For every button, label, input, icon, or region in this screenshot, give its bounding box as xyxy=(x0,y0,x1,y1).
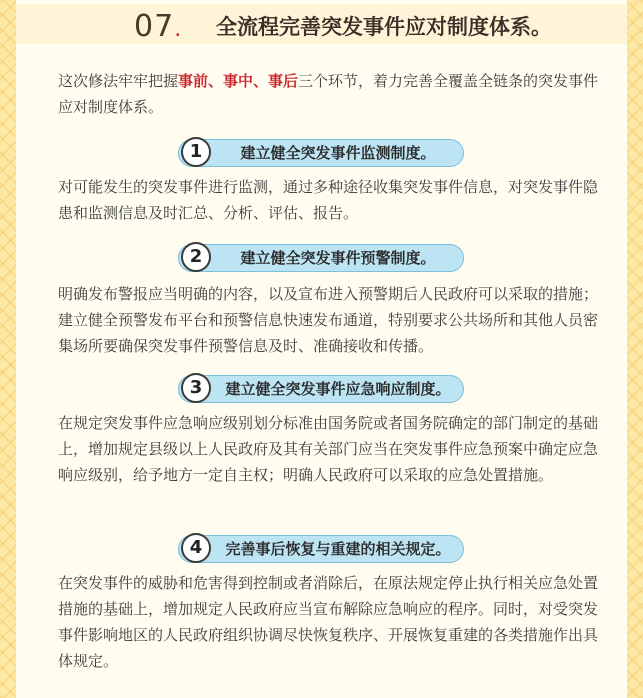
number-badge-4: 4 xyxy=(181,533,211,563)
section-heading-label: 建立健全突发事件预警制度。 xyxy=(240,249,436,267)
title-banner xyxy=(16,4,627,44)
section-heading-label: 建立健全突发事件监测制度。 xyxy=(240,144,436,162)
section-heading-4 xyxy=(178,535,464,563)
number-badge-2: 2 xyxy=(181,242,211,272)
section-heading-3 xyxy=(178,375,464,403)
section-body-4: 在突发事件的威胁和危害得到控制或者消除后，在原法规定停止执行相关应急处置措施的基础上，增加规定人民政府应当宣布解除应急响应的程序。同时，对受突发事件影响地区的人民政府组织协调尽快恢复秩序、开展恢复重建的各类措施作出具体规定。 xyxy=(58,574,599,670)
page-title: 全流程完善突发事件应对制度体系。 xyxy=(216,15,552,39)
intro-paragraph: 这次修法牢牢把握事前、事中、事后三个环节，着力完善全覆盖全链条的突发事件应对制度体系。 xyxy=(58,72,599,116)
number-badge-3: 3 xyxy=(181,373,211,403)
section-heading-2 xyxy=(178,244,464,272)
section-heading-label: 建立健全突发事件应急响应制度。 xyxy=(225,380,451,398)
number-badge-1: 1 xyxy=(181,137,211,167)
section-heading-label: 完善事后恢复与重建的相关规定。 xyxy=(225,540,451,558)
section-body-3: 在规定突发事件应急响应级别划分标准由国务院或者国务院确定的部门制定的基础上，增加规定县级以上人民政府及其有关部门应当在突发事件应急预案中确定应急响应级别，给予地方一定自主权；明确人民政府可以采取的应急处置措施。 xyxy=(58,414,599,484)
section-heading-1 xyxy=(178,139,464,167)
section-body-2: 明确发布警报应当明确的内容，以及宣布进入预警期后人民政府可以采取的措施；建立健全预警发布平台和预警信息快速发布通道，特别要求公共场所和其他人员密集场所要确保突发事件预警信息及时、准确接收和传播。 xyxy=(58,285,599,355)
intro-highlight: 事前、事中、事后 xyxy=(178,72,299,90)
section-body-1: 对可能发生的突发事件进行监测，通过多种途径收集突发事件信息，对突发事件隐患和监测信息及时汇总、分析、评估、报告。 xyxy=(58,178,599,222)
section-number: 07. xyxy=(134,9,183,44)
